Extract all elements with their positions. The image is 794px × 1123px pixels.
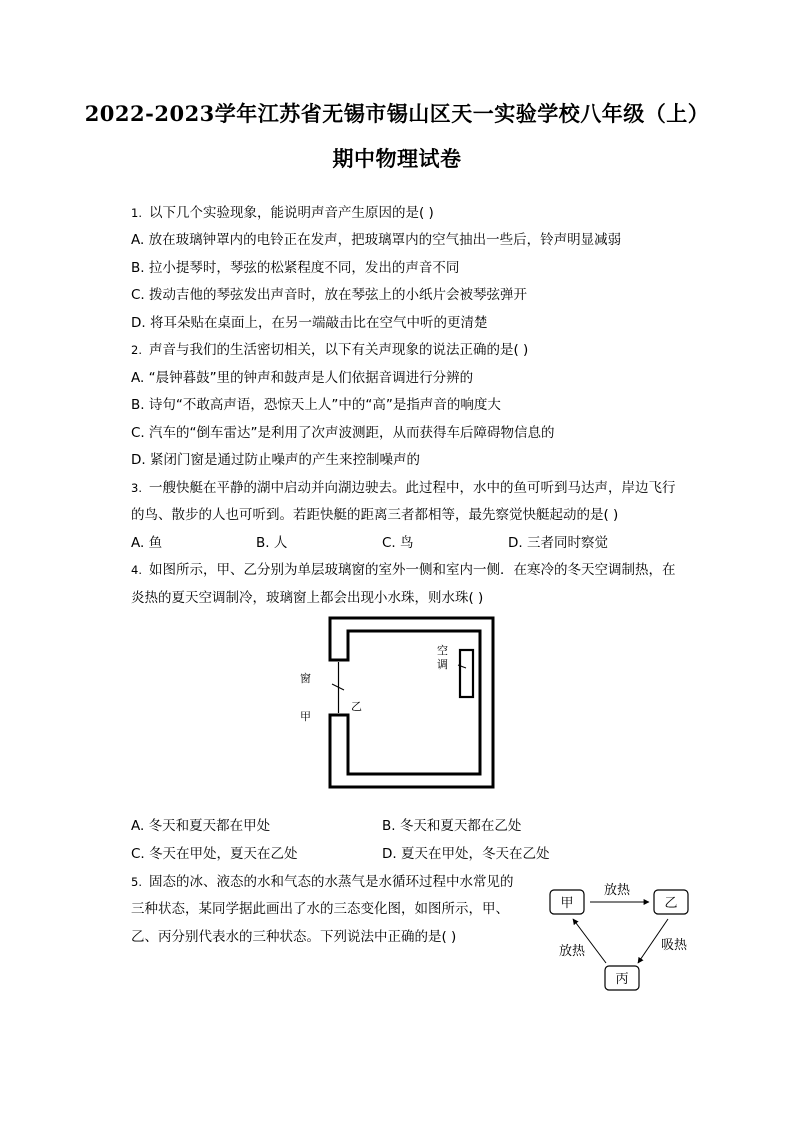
question-2-option-a: A. “晨钟暮鼓”里的钟声和鼓声是人们依据音调进行分辨的 (131, 370, 474, 386)
question-3-option-c: C. 鸟 (382, 535, 414, 551)
question-number: 2. (131, 343, 142, 357)
question-number: 1. (131, 206, 142, 220)
question-3-option-a: A. 鱼 (131, 535, 163, 551)
question-4-option-c: C. 冬天在甲处，夏天在乙处 (131, 846, 298, 862)
a-to-b-label: 放热 (603, 883, 631, 898)
ac-label-bottom: 调 (437, 658, 448, 671)
question-4-option-b: B. 冬天和夏天都在乙处 (382, 818, 522, 834)
question-1-stem: 1. 以下几个实验现象，能说明声音产生原因的是( ) (131, 205, 434, 221)
question-number: 5. (131, 875, 142, 889)
question-number: 4. (131, 563, 142, 577)
question-5-stem-line-3: 乙、丙分别代表水的三种状态。下列说法中正确的是( ) (131, 929, 457, 945)
b-to-c-label: 吸热 (660, 938, 688, 953)
question-2-option-c: C. 汽车的“倒车雷达”是利用了次声波测距，从而获得车后障碍物信息的 (131, 425, 555, 441)
state-a-label: 甲 (560, 896, 574, 911)
state-b-label: 乙 (664, 896, 678, 911)
state-c-label: 丙 (615, 972, 629, 987)
question-2-option-b: B. 诗句“不敢高声语，恐惊天上人”中的“高”是指声音的响度大 (131, 397, 501, 413)
air-conditioner (460, 650, 473, 697)
c-to-a-label: 放热 (558, 944, 586, 959)
exam-subtitle: 期中物理试卷 (332, 146, 462, 171)
water-state-diagram (540, 872, 700, 996)
question-5-stem-line-2: 三种状态，某同学据此画出了水的三态变化图，如图所示，甲、 (131, 901, 509, 917)
question-3-option-d: D. 三者同时察觉 (508, 535, 608, 551)
outside-label: 甲 (300, 710, 311, 723)
question-5-stem-line-1: 5. 固态的冰、液态的水和气态的水蒸气是水循环过程中水常见的 (131, 874, 514, 890)
ac-label-top: 空 (437, 644, 448, 657)
question-number: 3. (131, 481, 142, 495)
question-1-option-a: A. 放在玻璃钟罩内的电铃正在发声，把玻璃罩内的空气抽出一些后，铃声明显减弱 (131, 232, 622, 248)
question-4-option-a: A. 冬天和夏天都在甲处 (131, 818, 271, 834)
question-3-stem-line-1: 3. 一艘快艇在平静的湖中启动并向湖边驶去。此过程中，水中的鱼可听到马达声，岸边飞行 (131, 480, 676, 496)
exam-title: 2022-2023学年江苏省无锡市锡山区天一实验学校八年级（上） (84, 101, 710, 126)
question-1-option-c: C. 拨动吉他的琴弦发出声音时，放在琴弦上的小纸片会被琴弦弹开 (131, 287, 528, 303)
question-3-stem-line-2: 的鸟、散步的人也可听到。若距快艇的距离三者都相等，最先察觉快艇起动的是( ) (131, 507, 619, 523)
inside-label: 乙 (351, 700, 362, 713)
window-label: 窗 (300, 672, 311, 685)
question-1-option-b: B. 拉小提琴时，琴弦的松紧程度不同，发出的声音不同 (131, 260, 460, 276)
window-room-figure (290, 612, 510, 794)
question-4-stem-line-1: 4. 如图所示，甲、乙分别为单层玻璃窗的室外一侧和室内一侧．在寒冷的冬天空调制热，在 (131, 562, 676, 578)
question-3-option-b: B. 人 (256, 535, 288, 551)
question-2-stem: 2. 声音与我们的生活密切相关，以下有关声现象的说法正确的是( ) (131, 342, 529, 358)
question-4-stem-line-2: 炎热的夏天空调制冷，玻璃窗上都会出现小水珠，则水珠( ) (131, 590, 484, 606)
question-2-option-d: D. 紧闭门窗是通过防止噪声的产生来控制噪声的 (131, 452, 420, 468)
question-1-option-d: D. 将耳朵贴在桌面上，在另一端敲击比在空气中听的更清楚 (131, 315, 488, 331)
question-4-option-d: D. 夏天在甲处，冬天在乙处 (382, 846, 550, 862)
